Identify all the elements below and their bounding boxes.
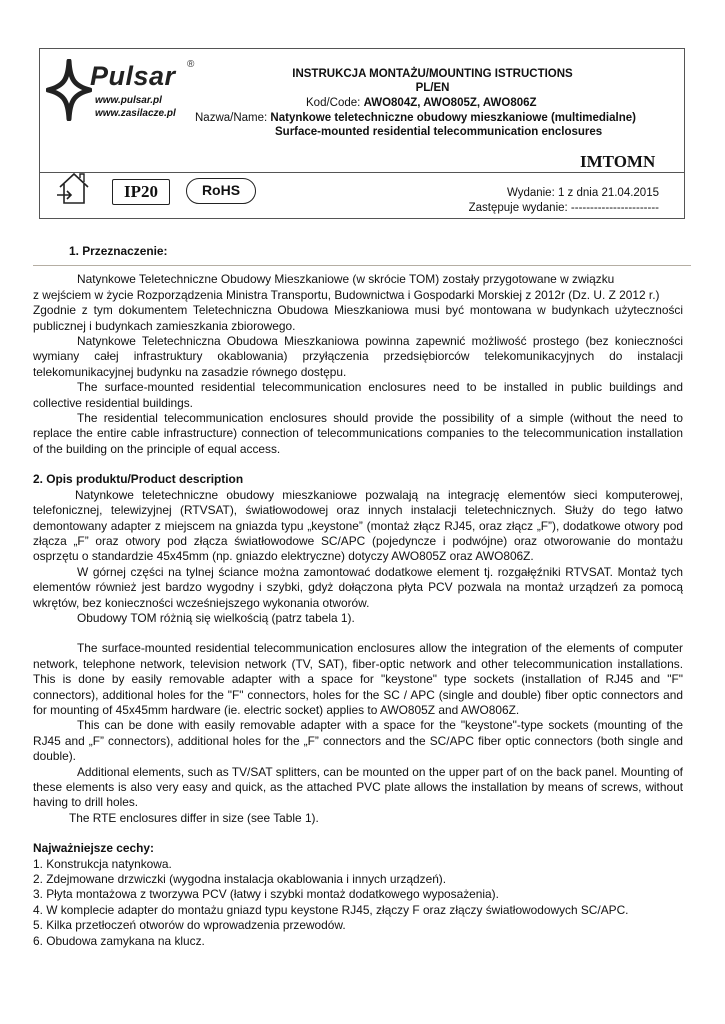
feature-item: 4. W komplecie adapter do montażu gniazd typu keystone RJ45, złączy F oraz złączy światłowodowych SC/APC. — [33, 902, 629, 917]
feature-item: 3. Płyta montażowa z tworzywa PCV (łatwy i szybki montaż dodatkowego wyposażenia). — [33, 887, 499, 902]
logo-url-zasilacze: www.zasilacze.pl — [95, 108, 176, 119]
name-pl: Natynkowe teletechniczne obudowy mieszkaniowe (multimedialne) — [270, 112, 636, 124]
feature-item: 2. Zdejmowane drzwiczki (wygodna instalacja okablowania i innych urządzeń). — [33, 872, 447, 887]
code-value: AWO804Z, AWO805Z, AWO806Z — [363, 97, 537, 109]
registered-mark: ® — [187, 59, 195, 70]
feature-item: 5. Kilka przetłoczeń otworów do wprowadzenia przewodów. — [33, 918, 346, 933]
ip20-badge: IP20 — [112, 179, 170, 205]
house-arrow-icon — [54, 170, 94, 206]
section-2-paragraph: Obudowy TOM różnią się wielkością (patrz tabela 1). — [77, 610, 355, 625]
product-code-line — [306, 97, 537, 109]
section-1-paragraph: z wejściem w życie Rozporządzenia Ministra Transportu, Budownictwa i Gospodarki Morskiej z 2012r (Dz. U. Z 2012 r.) — [33, 287, 660, 302]
section-1-title: 1. Przeznaczenie: — [69, 244, 168, 258]
document-title: INSTRUKCJA MONTAŻU/MOUNTING ISTRUCTIONS — [292, 68, 573, 80]
replaces-info: Zastępuje wydanie: ----------------------- — [468, 202, 659, 214]
section-1-paragraph: The surface-mounted residential telecommunication enclosures need to be installed in public buildings and collective residential buildings. — [33, 380, 683, 410]
section-2-paragraph: The surface-mounted residential telecommunication enclosures allow the integration of the elements of computer network, telephone network, television network (TV, SAT), fiber-optic network and other telecommunication installations. This is done by easily removable adapter with a space for "keystone" type sockets (installation of RJ45 and "F" connectors), additional holes for the "F" connectors, holes for the SC / APC (single and double) fiber optic connectors and for mounting of 45x45mm hardware (ie. electric socket) applies to AWO805Z and AWO806Z. — [33, 641, 683, 717]
pulsar-logo — [46, 59, 196, 121]
section-1-paragraph: Natynkowe Teletechniczna Obudowa Mieszkaniowa powinna zapewnić możliwość prostego (bez konieczności wymiany całej infrastruktury okablowania) przyłączenia przedsiębiorców telekomunikacyjnych do instalacji telekomunikacyjnej budynku na zasadzie równego dostępu. — [33, 334, 683, 379]
section-2-title: 2. Opis produktu/Product description — [33, 472, 244, 487]
section-2-paragraph: This can be done with easily removable adapter with a space for the "keystone"-type sockets (mounting of the RJ45 and „F” connectors), additional holes for the „F” connectors and the SC/APC fiber optic connectors (both single and double). — [33, 718, 683, 764]
pulsar-star-icon — [46, 59, 92, 121]
name-en: Surface-mounted residential telecommunication enclosures — [275, 126, 603, 138]
logo-name: Pulsar — [90, 61, 176, 91]
name-label: Nazwa/Name: — [195, 112, 268, 124]
document-language: PL/EN — [415, 82, 450, 94]
feature-item: 1. Konstrukcja natynkowa. — [33, 856, 172, 871]
section-2-paragraph: Additional elements, such as TV/SAT splitters, can be mounted on the upper part of on the back panel. Mounting of these elements is also very easy and quick, as the attached PVC plate allows the installation by means of screws, without having to drill holes. — [33, 764, 683, 810]
logo-url-pulsar: www.pulsar.pl — [95, 95, 162, 106]
rohs-badge: RoHS — [186, 178, 256, 204]
section-1-paragraph: Natynkowe Teletechniczne Obudowy Mieszkaniowe (w skrócie TOM) zostały przygotowane w związku — [77, 272, 615, 287]
features-list — [33, 857, 683, 949]
section-2-paragraph: Natynkowe teletechniczne obudowy mieszkaniowe pozwalają na integrację elementów sieci komputerowej, telefonicznej, telewizyjnej (RTVSAT), światłowodowej oraz innych instalacji teletechnicznych. Służy do tego łatwo demontowany adapter z miejscem na gniazda typu „keystone” (montaż złącz RJ45, oraz złącz „F”), dodatkowe otwory pod złącza „F” oraz otwory pod złącza światłowodowe SC/APC (pojedyncze i podwójne) oraz otworowanie do montażu osprzętu o standardzie 45x45mm (np. gniazdo elektryczne) dotyczy AWO805Z oraz AWO806Z. — [33, 487, 683, 564]
document-body — [33, 244, 683, 949]
edition-info: Wydanie: 1 z dnia 21.04.2015 — [506, 187, 659, 199]
document-header — [39, 48, 685, 219]
section-2-paragraph: The RTE enclosures differ in size (see Table 1). — [69, 810, 319, 825]
section-2-paragraph: W górnej części na tylnej ściance można zamontować dodatkowe element tj. rozgałęźniki RTVSAT. Montaż tych elementów również jest bardzo wygodny i szybki, gdyż dołączona płyta PCV pozwala na montaż urządzeń za pomocą wkrętów, bez konieczności wcześniejszego wykonania otworów. — [33, 564, 683, 610]
section-1-paragraph: The residential telecommunication enclosures should provide the possibility of a simple (without the need to replace the entire cable infrastructure) connection of telecommunications companies to the telecommunication installation of the building on the principle of equal access. — [33, 411, 683, 456]
section-divider — [33, 265, 691, 266]
document-id: IMTOMN — [580, 152, 656, 171]
feature-item: 6. Obudowa zamykana na klucz. — [33, 933, 205, 948]
header-divider — [40, 172, 684, 173]
section-1-paragraph: Zgodnie z tym dokumentem Teletechniczna Obudowa Mieszkaniowa musi być montowana w budynkach użyteczności publicznej i budynkach zamieszkania zbiorowego. — [33, 303, 683, 333]
features-title: Najważniejsze cechy: — [33, 841, 154, 856]
product-name-line — [195, 112, 636, 124]
code-label: Kod/Code: — [306, 97, 361, 109]
